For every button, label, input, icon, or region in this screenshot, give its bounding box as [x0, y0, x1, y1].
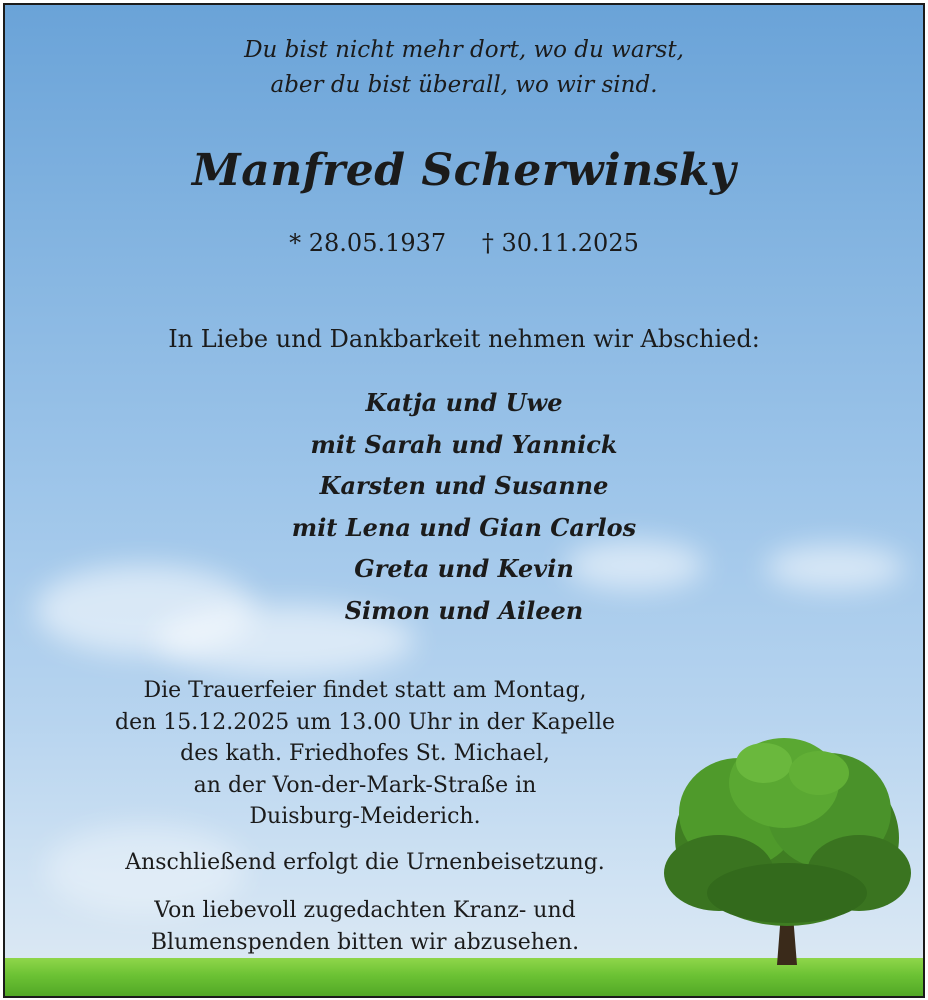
farewell-text: In Liebe und Dankbarkeit nehmen wir Abschied: — [168, 325, 760, 353]
birth-date: * 28.05.1937 — [289, 229, 447, 257]
ceremony-line: Die Trauerfeier findet statt am Montag, — [143, 678, 587, 703]
motto-line: aber du bist überall, wo wir sind. — [270, 72, 658, 98]
motto-line: Du bist nicht mehr dort, wo du warst, — [244, 37, 684, 63]
family-member: Greta und Kevin — [354, 554, 574, 583]
family-member: Karsten und Susanne — [319, 471, 609, 500]
obituary-card — [3, 3, 925, 998]
flowers-line: Von liebevoll zugedachten Kranz- und — [154, 898, 576, 923]
ceremony-line: des kath. Friedhofes St. Michael, — [180, 741, 550, 766]
motto — [5, 33, 923, 103]
death-date: † 30.11.2025 — [481, 229, 639, 257]
ceremony-info — [45, 675, 685, 833]
flowers-note — [45, 895, 685, 958]
deceased-name: Manfred Scherwinsky — [191, 145, 737, 196]
ceremony-line: an der Von-der-Mark-Straße in — [193, 772, 537, 798]
life-dates — [5, 229, 923, 257]
tree-image — [659, 733, 917, 965]
family-list — [5, 382, 923, 631]
ceremony-line: den 15.12.2025 um 13.00 Uhr in der Kapelle — [115, 709, 615, 735]
flowers-line: Blumenspenden bitten wir abzusehen. — [150, 929, 580, 955]
burial-info: Anschließend erfolgt die Urnenbeisetzung. — [125, 850, 605, 875]
family-member: Katja und Uwe — [365, 388, 563, 417]
family-member: mit Sarah und Yannick — [310, 429, 618, 459]
family-member: mit Lena und Gian Carlos — [291, 512, 637, 542]
ceremony-line: Duisburg-Meiderich. — [249, 804, 481, 829]
family-member: Simon und Aileen — [344, 595, 584, 625]
